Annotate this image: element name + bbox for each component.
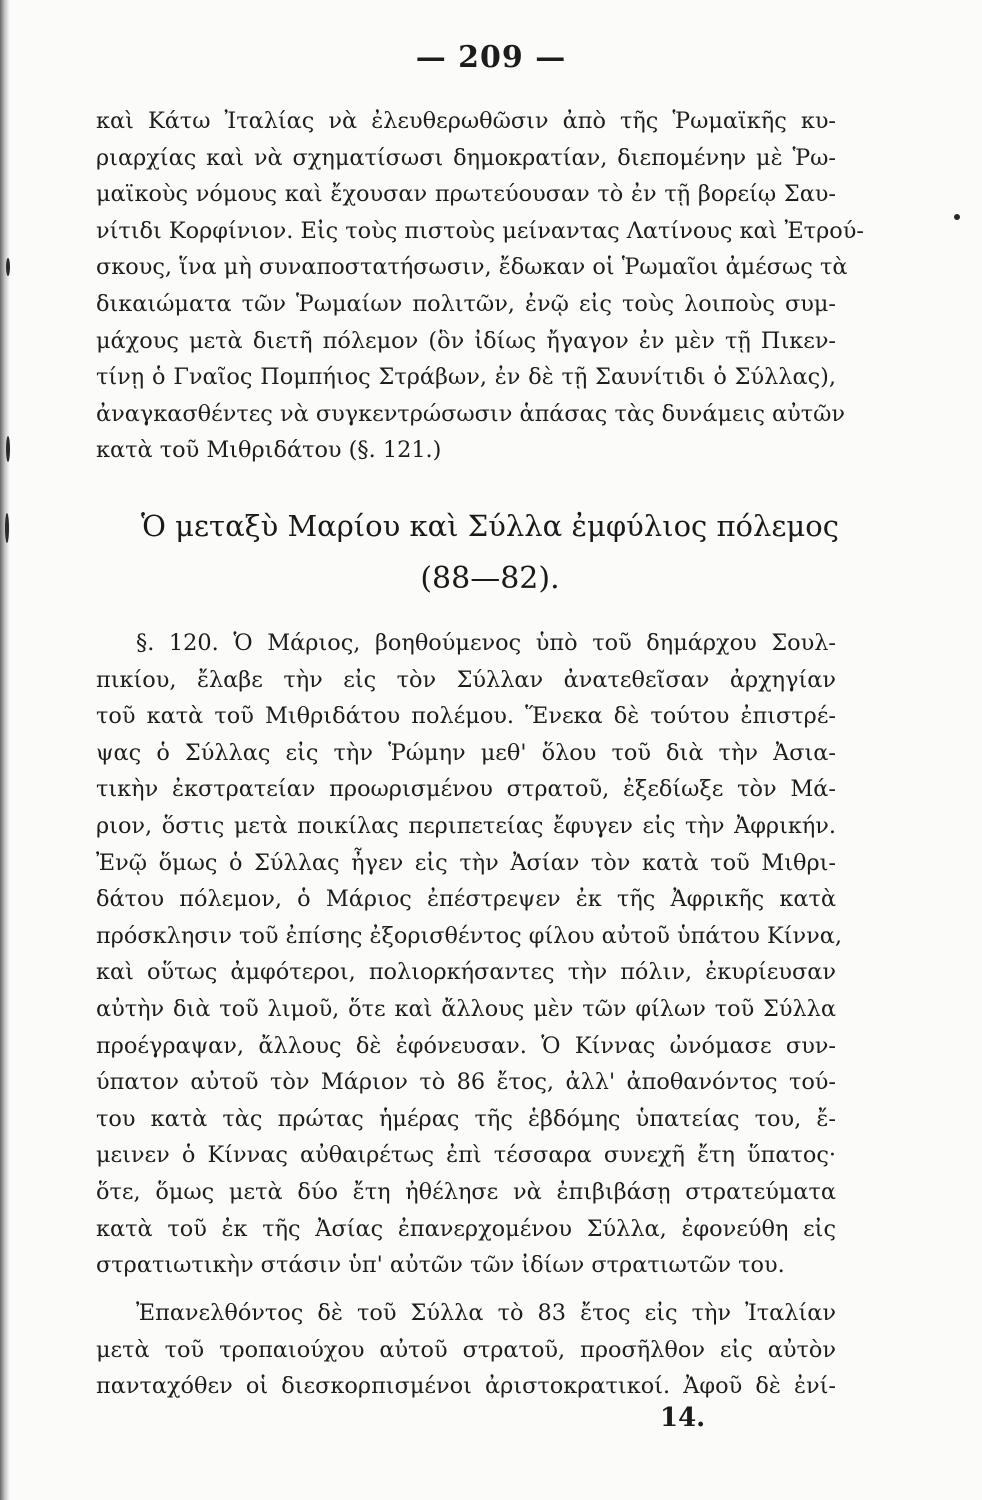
text-line: ριον, ὅστις μετὰ ποικίλας περιπετείας ἔφυγεν εἰς τὴν Ἀφρικήν. (96, 812, 836, 839)
text-line: μαϊκοὺς νόμους καὶ ἔχουσαν πρωτεύουσαν τὸ ἐν τῇ βορείῳ Σαυ- (96, 181, 836, 208)
ink-speck (6, 258, 10, 276)
page-number-header: — 209 — (415, 40, 567, 75)
text-line: καὶ Κάτω Ἰταλίας νὰ ἐλευθερωθῶσιν ἀπὸ τῆς Ῥωμαϊκῆς κυ- (96, 108, 836, 134)
text-line: προέγραψαν, ἄλλους δὲ ἐφόνευσαν. Ὁ Κίννας ὠνόμασε συν- (96, 1032, 836, 1059)
signature-mark: 14. (660, 1403, 706, 1433)
text-line: μεινεν ὁ Κίννας αὐθαιρέτως ἐπὶ τέσσαρα συνεχῆ ἔτη ὕπατος· (96, 1142, 836, 1169)
text-line: μάχους μετὰ διετῆ πόλεμον (ὃν ἰδίως ἤγαγον ἐν μὲν τῇ Πικεν- (96, 327, 836, 354)
text-line: τίνῃ ὁ Γναῖος Πομπήιος Στράβων, ἐν δὲ τῇ Σαυνίτιδι ὁ Σύλλας), (96, 364, 836, 391)
section-dates: (88—82). (420, 561, 560, 596)
text-line: αὐτὴν διὰ τοῦ λιμοῦ, ὅτε καὶ ἄλλους μὲν τῶν φίλων τοῦ Σύλλα (96, 995, 836, 1022)
text-line: πικίου, ἔλαβε τὴν εἰς τὸν Σύλλαν ἀνατεθεῖσαν ἀρχηγίαν (96, 666, 836, 693)
text-line: ἀναγκασθέντες νὰ συγκεντρώσωσιν ἁπάσας τὰς δυνάμεις αὐτῶν (96, 400, 846, 427)
text-line: στρατιωτικὴν στάσιν ὑπ' αὐτῶν τῶν ἰδίων στρατιωτῶν του. (96, 1252, 785, 1279)
text-line: νίτιδι Κορφίνιον. Εἰς τοὺς πιστοὺς μείναντας Λατίνους καὶ Ἐτρού- (96, 217, 864, 244)
text-line: μετὰ τοῦ τροπαιούχου αὐτοῦ στρατοῦ, προσῆλθον εἰς αὐτὸν (96, 1336, 836, 1363)
text-line: ύπατον αὐτοῦ τὸν Μάριον τὸ 86 ἔτος, ἀλλ' ἀποθανόντος τού- (96, 1069, 836, 1096)
ink-speck (5, 513, 9, 543)
text-line: ριαρχίας καὶ νὰ σχηματίσωσι δημοκρατίαν, διεπομένην μὲ Ῥω- (96, 144, 836, 171)
paragraph-3 (96, 1295, 836, 1405)
text-line: Ἐνῷ ὅμως ὁ Σύλλας ἦγεν εἰς τὴν Ἀσίαν τὸν κατὰ τοῦ Μιθρι- (96, 849, 836, 876)
text-line: κατὰ τοῦ Μιθριδάτου (§. 121.) (96, 437, 442, 464)
text-line: κατὰ τοῦ ἐκ τῆς Ἀσίας ἐπανερχομένου Σύλλα, ἐφονεύθη εἰς (96, 1215, 836, 1242)
ink-speck (6, 436, 10, 462)
text-line: Ἐπανελθόντος δὲ τοῦ Σύλλα τὸ 83 ἔτος εἰς τὴν Ἰταλίαν (136, 1300, 836, 1326)
ink-speck (954, 214, 960, 220)
text-line: σκους, ἵνα μὴ συναποστατήσωσιν, ἔδωκαν οἱ Ῥωμαῖοι ἀμέσως τὰ (96, 254, 848, 281)
text-line: ψας ὁ Σύλλας εἰς τὴν Ῥώμην μεθ' ὅλου τοῦ διὰ τὴν Ἀσια- (96, 739, 836, 766)
text-line: ὅτε, ὅμως μετὰ δύο ἔτη ἠθέλησε νὰ ἐπιβιβάσῃ στρατεύματα (96, 1178, 836, 1205)
section-title: Ὁ μεταξὺ Μαρίου καὶ Σύλλα ἐμφύλιος πόλεμος (141, 509, 839, 543)
text-line: του κατὰ τὰς πρώτας ἡμέρας τῆς ἑβδόμης ὑπατείας του, ἔ- (96, 1105, 836, 1132)
page-edge-shadow (0, 0, 10, 1500)
paragraph-2 (96, 625, 842, 1284)
text-line: πρόσκλησιν τοῦ ἐπίσης ἐξορισθέντος φίλου αὐτοῦ ὑπάτου Κίννα, (96, 922, 842, 949)
text-line: δικαιώματα τῶν Ῥωμαίων πολιτῶν, ἐνῷ εἰς τοὺς λοιποὺς συμ- (96, 290, 836, 317)
text-line: §. 120. Ὁ Μάριος, βοηθούμενος ὑπὸ τοῦ δημάρχου Σουλ- (136, 630, 836, 656)
text-line: δάτου πόλεμον, ὁ Μάριος ἐπέστρεψεν ἐκ τῆς Ἀφρικῆς κατὰ (96, 886, 836, 913)
text-line: τικὴν ἐκστρατείαν προωρισμένου στρατοῦ, ἐξεδίωξε τὸν Μά- (96, 776, 836, 803)
text-line: πανταχόθεν οἱ διεσκορπισμένοι ἀριστοκρατικοί. Ἀφοῦ δὲ ἐνί- (96, 1373, 836, 1400)
text-line: τοῦ κατὰ τοῦ Μιθριδάτου πολέμου. Ἕνεκα δὲ τούτου ἐπιστρέ- (96, 703, 836, 730)
text-line: καὶ οὕτως ἀμφότεροι, πολιορκήσαντες τὴν πόλιν, ἐκυρίευσαν (96, 959, 836, 986)
paragraph-1 (96, 103, 864, 469)
